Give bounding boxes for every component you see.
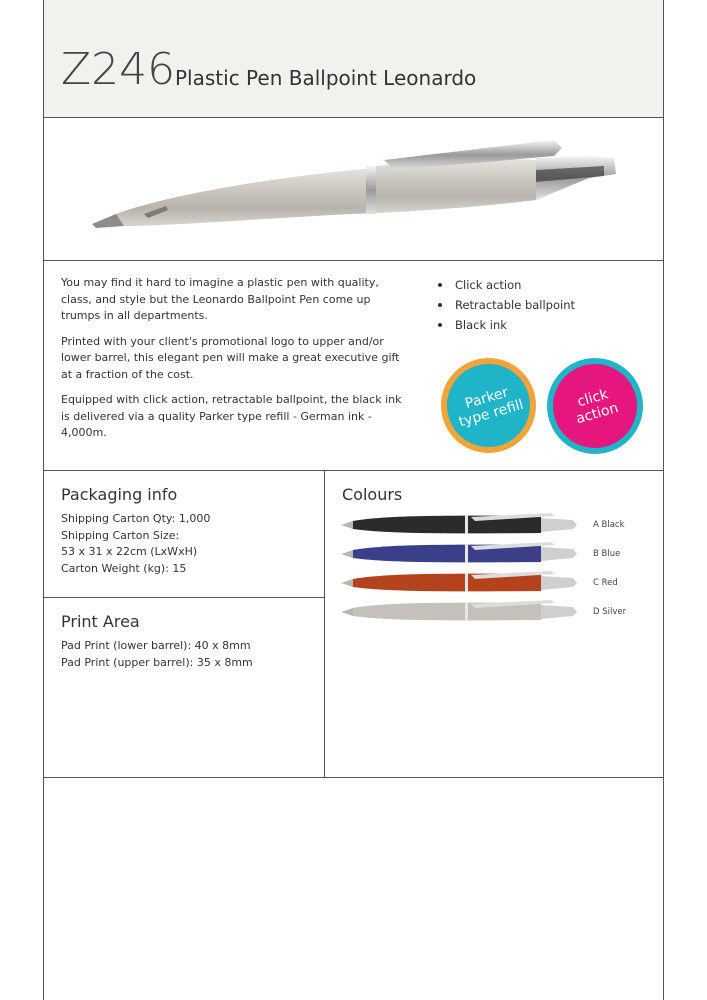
- print-area-line: Pad Print (lower barrel): 40 x 8mm: [61, 639, 251, 652]
- print-area-title: Print Area: [61, 612, 140, 631]
- description: [61, 275, 406, 451]
- colour-label-blue: B Blue: [593, 549, 621, 559]
- description-paragraph-1: You may find it hard to imagine a plastic pen with quality, class, and style but the Leonardo Ballpoint Pen come up trumps in all departments.: [61, 276, 379, 322]
- description-paragraph-3: Equipped with click action, retractable ballpoint, the black ink is delivered via a quality Parker type refill - German ink - 4,000m.: [61, 393, 402, 439]
- hero-image-area: [44, 118, 663, 261]
- parker-refill-badge: [441, 358, 536, 453]
- pen-silver: [341, 600, 577, 621]
- click-action-badge: [547, 358, 643, 454]
- print-area-details: [61, 638, 253, 671]
- header: [44, 0, 663, 118]
- feature-list: [438, 275, 575, 335]
- colour-label-silver: D Silver: [593, 607, 627, 617]
- product-title: Plastic Pen Ballpoint Leonardo: [175, 66, 477, 90]
- packaging-line: 53 x 31 x 22cm (LxWxH): [61, 545, 198, 558]
- feature-item: Retractable ballpoint: [438, 295, 575, 315]
- colour-label-black: A Black: [593, 520, 625, 530]
- packaging-section: [44, 471, 325, 598]
- click-action-badge-text: click action: [574, 386, 621, 428]
- parker-refill-badge-text: Parker type refill: [456, 384, 525, 431]
- pen-black: [341, 513, 577, 534]
- colours-section: [325, 471, 663, 778]
- pen-red: [341, 571, 577, 592]
- packaging-details: [61, 511, 210, 577]
- product-code: Z246: [61, 44, 176, 95]
- pen-blue: [341, 542, 577, 563]
- packaging-line: Shipping Carton Qty: 1,000: [61, 512, 211, 525]
- product-sheet: [43, 0, 664, 1000]
- print-area-line: Pad Print (upper barrel): 35 x 8mm: [61, 655, 253, 669]
- bullet-icon: [438, 283, 442, 287]
- print-area-section: [44, 598, 325, 778]
- description-section: [44, 261, 663, 471]
- bullet-icon: [438, 323, 442, 327]
- packaging-line: Carton Weight (kg): 15: [61, 561, 187, 575]
- section-divider: [44, 777, 663, 778]
- feature-item: Black ink: [438, 315, 575, 335]
- feature-item: Click action: [438, 275, 575, 295]
- description-paragraph-2: Printed with your client's promotional logo to upper and/or lower barrel, this elegant pen will make a great executive gift at a fraction of the cost.: [61, 334, 400, 381]
- bullet-icon: [438, 303, 442, 307]
- packaging-line: Shipping Carton Size:: [61, 528, 180, 542]
- colours-title: Colours: [342, 485, 403, 504]
- packaging-title: Packaging info: [61, 485, 178, 504]
- colour-label-red: C Red: [593, 578, 618, 588]
- colour-pens: [341, 511, 601, 631]
- pen-hero-image: [44, 118, 663, 261]
